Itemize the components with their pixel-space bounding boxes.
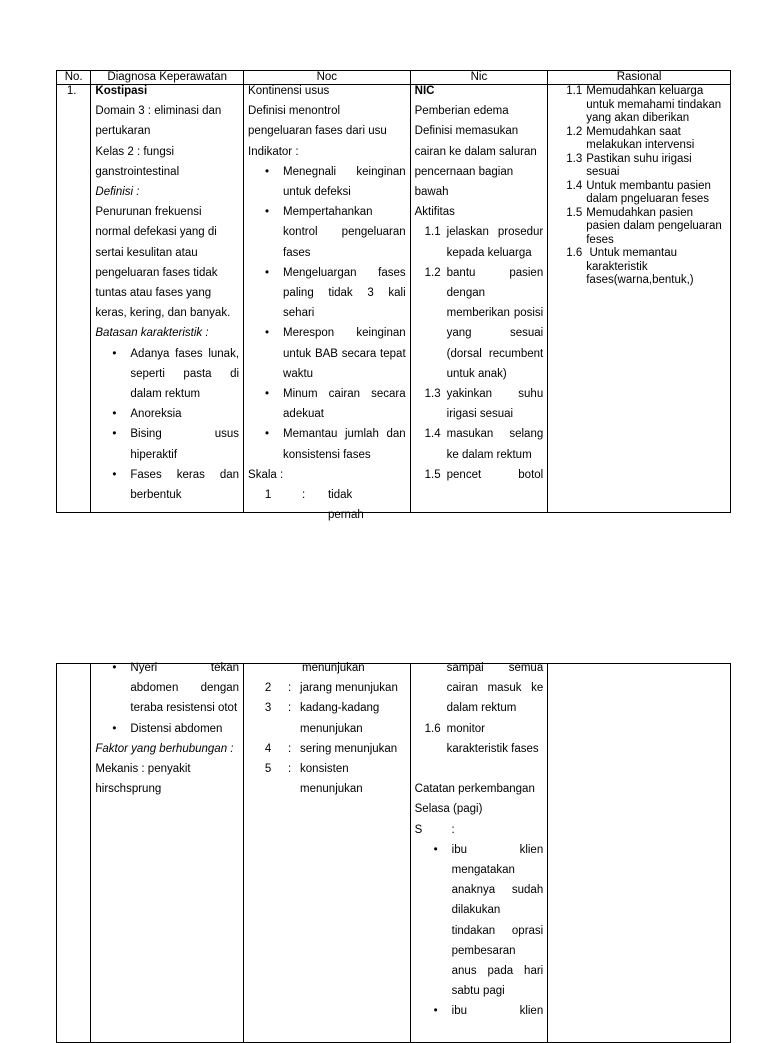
aktifitas-number: 1.3 [424, 388, 441, 401]
noc-line: Kontinensi usus [248, 85, 330, 97]
header-diagnosa: Diagnosa Keperawatan [91, 71, 244, 85]
skala-colon: : [288, 682, 292, 695]
indikator-item: • Merespon keinginan untuk BAB secara tepat waktu [283, 323, 406, 384]
rasional-number: 1.4 [566, 179, 583, 192]
header-rasional: Rasional [548, 71, 731, 85]
skala-colon: : [288, 763, 292, 776]
nic-line: Definisi memasukan [414, 125, 519, 138]
indikator-item: • Mempertahankan kontrol pengeluaran fases [283, 202, 406, 263]
rasional-number: 1.3 [566, 152, 583, 165]
diagnosa-line: ganstrointestinal [95, 165, 180, 178]
indikator-item: • Memantau jumlah dan konsistensi fases [283, 424, 406, 464]
nic-line: Pemberian edema [414, 105, 509, 118]
rasional-number: 1.2 [566, 125, 583, 138]
diagnosa-title: Kostipasi [95, 85, 148, 97]
rasional-item [566, 207, 726, 248]
care-plan-table-page1 [56, 70, 731, 522]
rasional-text: Pastikan suhu irigasi sesuai [586, 152, 692, 178]
batasan-item: • Nyeri tekan abdomen dengan teraba resistensi otot [130, 658, 239, 719]
rasional-item [566, 247, 726, 288]
aktifitas-text: jelaskan prosedur kepada keluarga [446, 226, 544, 259]
aktifitas-number: 1.1 [424, 226, 441, 239]
rasional-item [566, 180, 726, 207]
s-list [415, 840, 544, 1022]
cell-rasional [548, 85, 731, 513]
indikator-item: • Mengeluargan fases paling tidak 3 kali sehari [283, 263, 406, 324]
rasional-text: Untuk memantau karakteristik fases(warna,bentuk,) [586, 247, 694, 286]
s-label [415, 820, 544, 840]
nic-cont-text: sampai semua cairan masuk ke dalam rektum [446, 662, 544, 715]
rasional-text: Memudahkan pasien pasien dalam pengeluaran feses [586, 206, 722, 246]
rasional-text: Memudahkan keluarga untuk memahami tindakan yang akan diberikan [586, 85, 722, 124]
diagnosa-line: Domain 3 : eliminasi dan [95, 105, 222, 118]
aktifitas-number: 1.6 [424, 722, 441, 735]
faktor-line: hirschsprung [95, 783, 162, 796]
definisi-line: Penurunan frekuensi [95, 206, 202, 219]
skala-colon: : [302, 489, 306, 502]
aktifitas-number: 1.5 [424, 468, 441, 481]
cell-rasional-cont [548, 664, 731, 1043]
skala-row [248, 485, 406, 525]
rasional-number: 1.6 [566, 247, 583, 259]
rasional-item [566, 126, 726, 153]
aktifitas-item [425, 263, 544, 384]
skala-cont-line: menunjukan [302, 662, 365, 674]
definisi-line: tuntas atau fases yang [95, 287, 212, 300]
definisi-line: keras, kering, dan banyak. [95, 307, 231, 320]
row-1 [57, 85, 731, 513]
skala-row [248, 739, 406, 759]
noc-line: Definisi menontrol [248, 105, 341, 118]
aktifitas-text: masukan selang ke dalam rektum [446, 428, 544, 461]
skala-number: 2 [264, 682, 272, 695]
aktifitas-item [425, 222, 544, 262]
definisi-line: pengeluaran fases tidak [95, 266, 218, 279]
header-nic: Nic [410, 71, 548, 85]
hari-label: Selasa (pagi) [414, 803, 483, 816]
rasional-number: 1.1 [566, 85, 583, 97]
indikator-list [248, 162, 406, 465]
skala-text: tidak pernah [327, 489, 364, 522]
cell-no-cont [57, 664, 91, 1043]
skala-row [248, 759, 406, 799]
rasional-item [566, 85, 726, 126]
s-letter: S [414, 823, 423, 836]
diagnosa-line: pertukaran [95, 125, 151, 138]
aktifitas-item [425, 384, 544, 424]
skala-text: kadang-kadang menunjukan [300, 702, 380, 735]
batasan-label: Batasan karakteristik : [95, 327, 209, 340]
batasan-item: • Anoreksia [130, 404, 239, 424]
aktifitas-number: 1.4 [424, 428, 441, 441]
cell-diagnosa-cont [91, 664, 244, 1043]
skala-number: 5 [264, 763, 272, 776]
nic-title: NIC [414, 85, 435, 97]
indikator-item: • Menegnali keinginan untuk defeksi [283, 162, 406, 202]
aktifitas-label: Aktifitas [414, 206, 455, 219]
cell-noc-cont [244, 664, 411, 1043]
row-number: 1. [66, 85, 77, 97]
definisi-line: normal defekasi yang di [95, 226, 217, 239]
cell-noc [244, 85, 411, 522]
definisi-label: Definisi : [95, 186, 140, 199]
cell-nic-cont [410, 664, 548, 1043]
rasional-number: 1.5 [566, 206, 583, 219]
nic-line: bawah [414, 186, 449, 199]
skala-colon: : [288, 742, 292, 755]
skala-number: 4 [264, 742, 272, 755]
nic-line: cairan ke dalam saluran [414, 145, 537, 158]
aktifitas-item [425, 465, 544, 485]
skala-label: Skala : [248, 468, 284, 481]
s-colon: : [451, 823, 455, 836]
header-no: No. [57, 71, 91, 85]
catatan-label: Catatan perkembangan [414, 783, 535, 796]
aktifitas-text: bantu pasien dengan memberikan posisi yang sesuai (dorsal recumbent untuk anak) [446, 266, 544, 380]
aktifitas-number: 1.2 [424, 266, 441, 279]
skala-colon: : [288, 702, 292, 715]
noc-line: pengeluaran fases dari usu [248, 125, 387, 138]
batasan-item: • Adanya fases lunak, seperti pasta di dalam rektum [130, 344, 239, 405]
s-item: • ibu klien [452, 1001, 544, 1021]
diagnosa-line: Kelas 2 : fungsi [95, 145, 175, 158]
batasan-item: • Distensi abdomen [130, 719, 239, 739]
aktifitas-text: pencet botol [446, 468, 544, 481]
skala-number: 1 [264, 489, 272, 502]
aktifitas-text: monitor karakteristik fases [446, 722, 539, 755]
aktifitas-item [415, 719, 544, 759]
batasan-list [95, 344, 239, 506]
skala-row [248, 698, 406, 738]
care-plan-table-page2 [56, 663, 731, 1043]
faktor-line: Mekanis : penyakit [95, 763, 191, 776]
nic-line: pencernaan bagian [414, 165, 514, 178]
batasan-item: • Bising usus hiperaktif [130, 424, 239, 464]
skala-text: jarang menunjukan [300, 682, 398, 695]
noc-line: Indikator : [248, 145, 299, 158]
indikator-item: • Minum cairan secara adekuat [283, 384, 406, 424]
cell-no [57, 85, 91, 513]
cell-nic [410, 85, 548, 513]
skala-number: 3 [264, 702, 272, 715]
rasional-item [566, 153, 726, 180]
s-item: • ibu klien mengatakan anaknya sudah dilakukan tindakan oprasi pembesaran anus pada hari sabtu pagi [452, 840, 544, 1002]
cell-diagnosa [91, 85, 244, 513]
skala-row [248, 678, 406, 698]
rasional-text: Memudahkan saat melakukan intervensi [586, 125, 695, 151]
header-noc: Noc [244, 71, 411, 85]
aktifitas-item [425, 424, 544, 464]
skala-text: konsisten menunjukan [300, 763, 363, 796]
batasan-list-cont [95, 658, 239, 739]
skala-text: sering menunjukan [300, 742, 398, 755]
batasan-item: • Fases keras dan berbentuk [130, 465, 239, 505]
rasional-text: Untuk membantu pasien dalam pngeluaran feses [586, 179, 711, 205]
aktifitas-text: yakinkan suhu irigasi sesuai [446, 388, 544, 421]
row-1-continued [57, 664, 731, 1043]
faktor-label: Faktor yang berhubungan : [95, 742, 234, 755]
definisi-line: sertai kesulitan atau [95, 246, 198, 259]
